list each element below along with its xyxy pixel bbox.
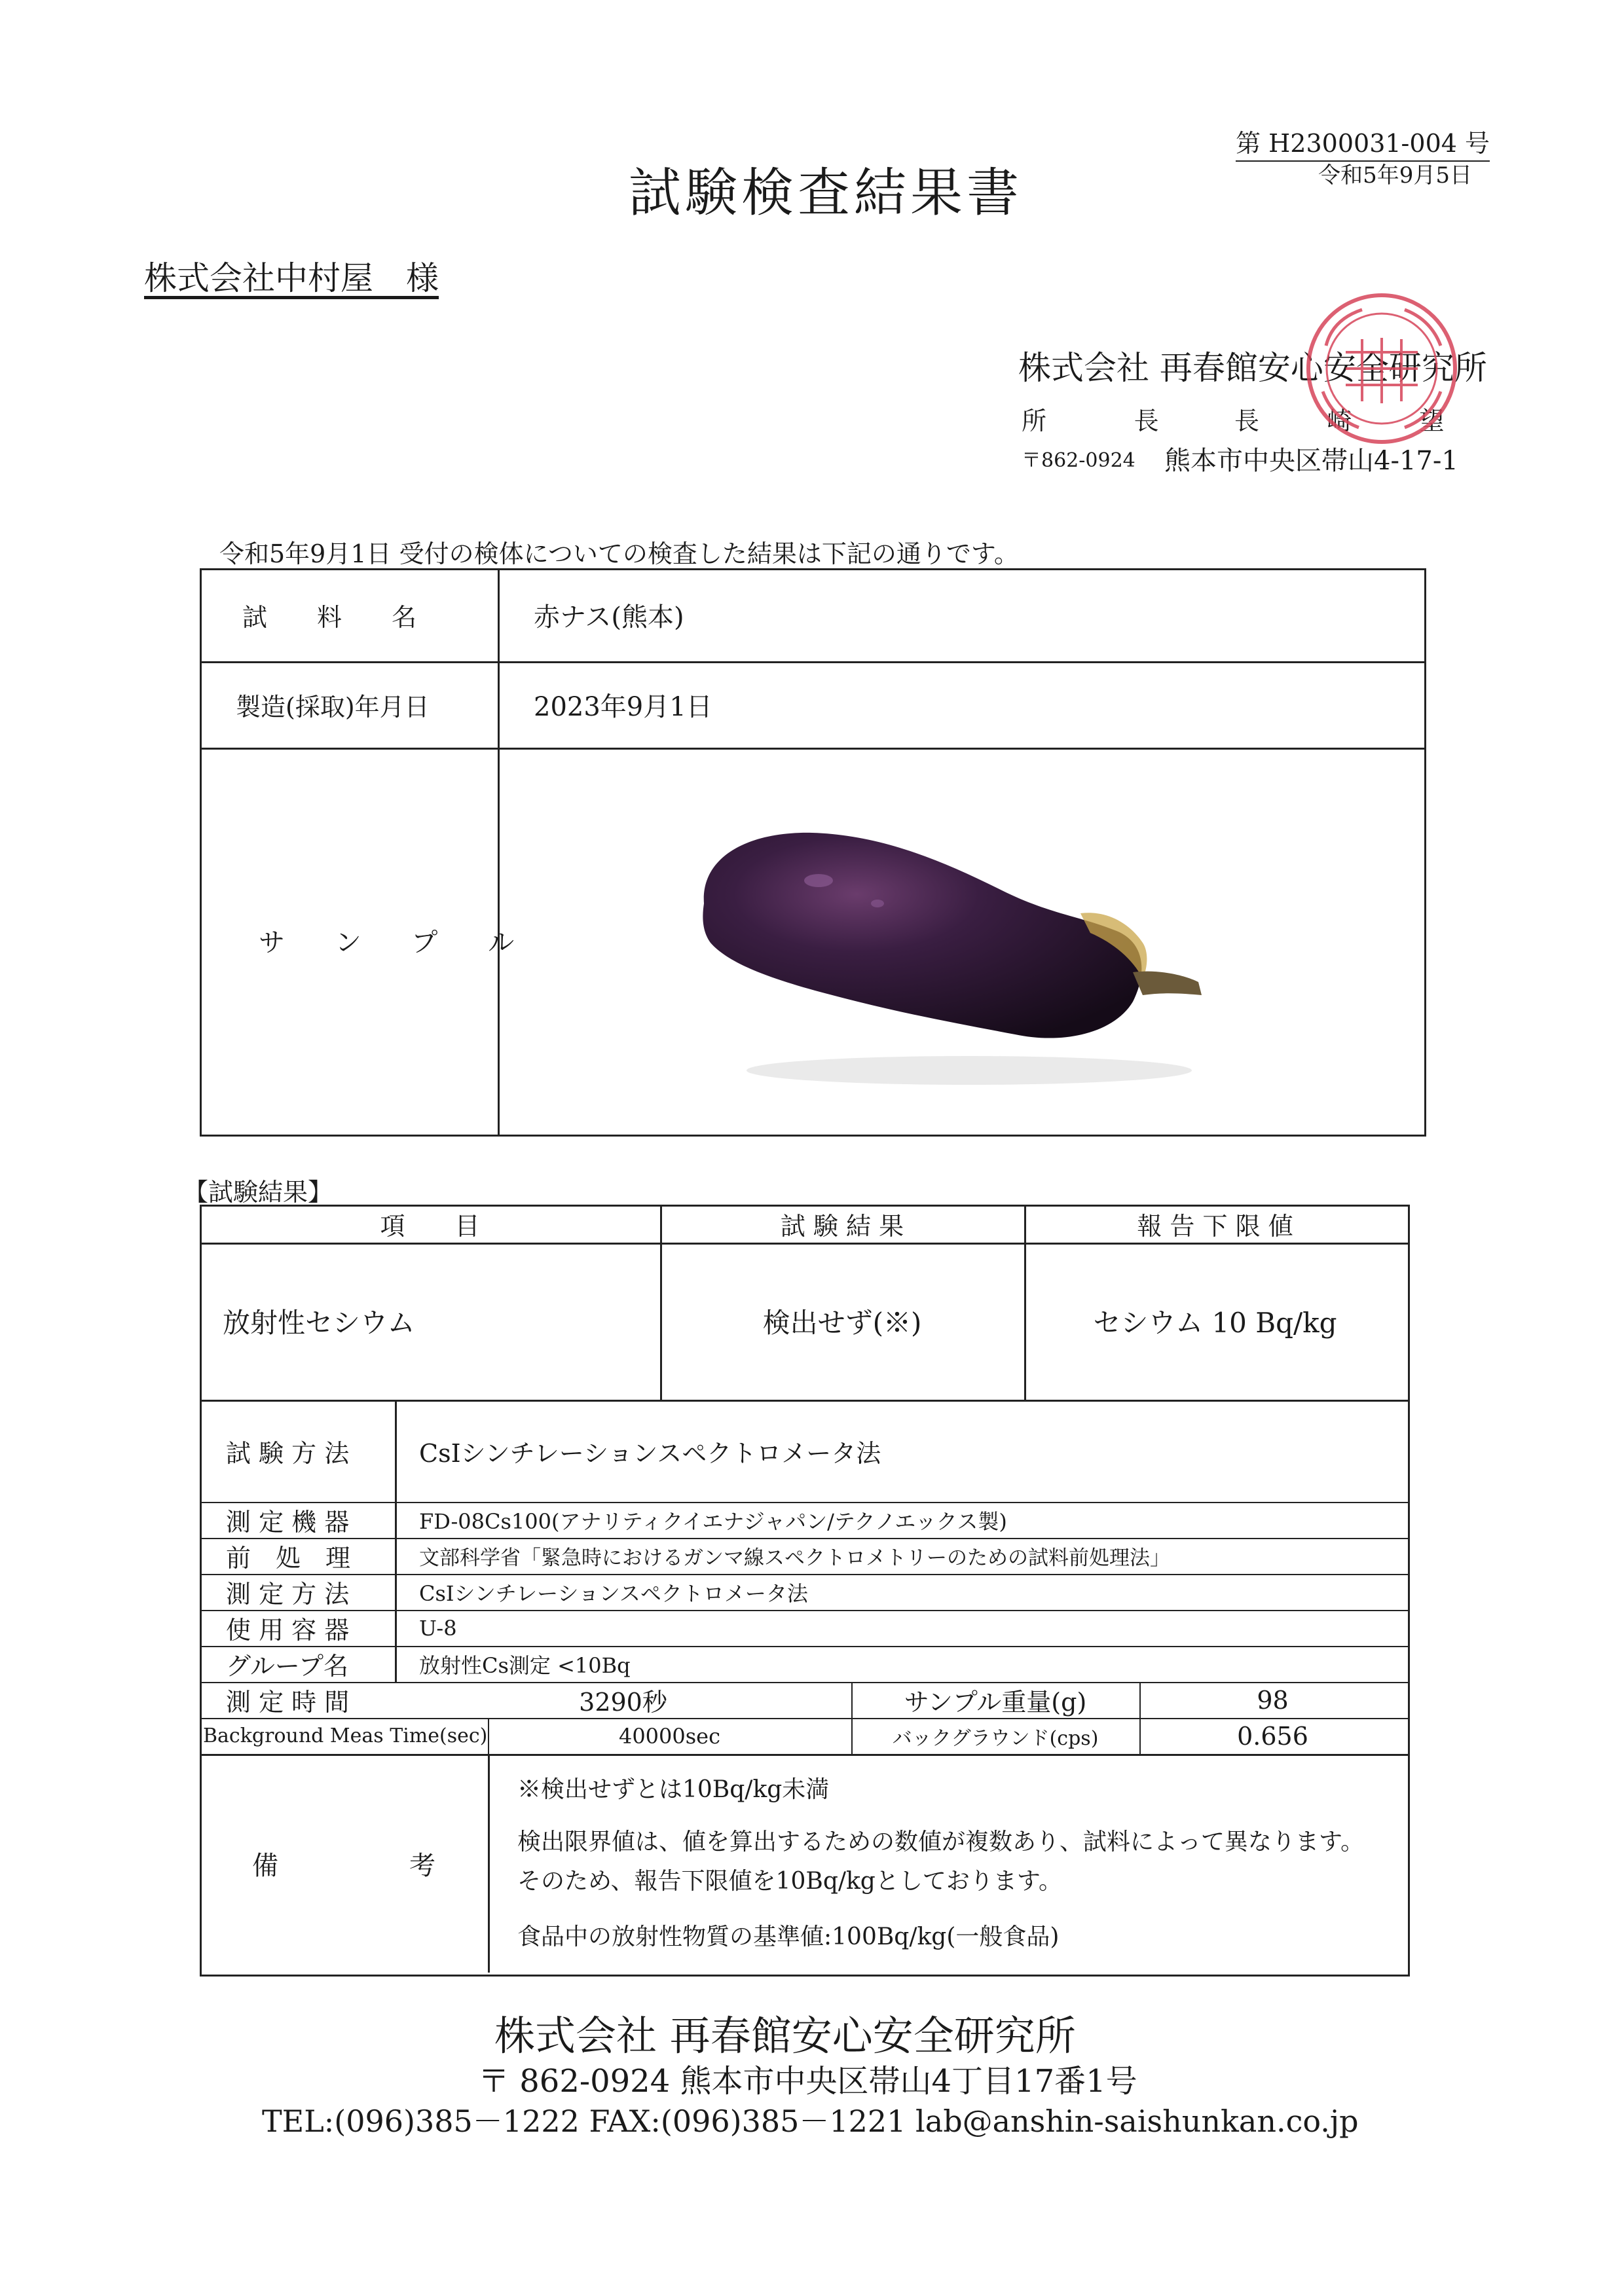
remark-line: 検出限界値は、値を算出するための数値が複数あり、試料によって異なります。 <box>517 1829 1365 1855</box>
background-time-value: 40000sec <box>618 1723 721 1749</box>
remark-line: ※検出せずとは10Bq/kg未満 <box>517 1776 830 1803</box>
production-date-value: 2023年9月1日 <box>534 691 712 722</box>
container-label: 使 用 容 器 <box>226 1616 350 1645</box>
group-name-label: グループ名 <box>226 1652 348 1681</box>
document-title: 試験検査結果書 <box>629 162 1023 223</box>
issue-date: 令和5年9月5日 <box>1318 162 1472 189</box>
sample-photo-label: サ ン プ ル <box>259 927 536 958</box>
group-name-value: 放射性Cs測定 <10Bq <box>419 1652 631 1678</box>
footer-contact: TEL:(096)385－1222 FAX:(096)385－1221 lab@anshin-saishunkan.co.jp <box>262 2104 1359 2139</box>
remark-line: そのため、報告下限値を10Bq/kgとしております。 <box>517 1868 1062 1895</box>
red-eggplant-photo-icon <box>661 818 1231 1093</box>
result-limit: セシウム 10 Bq/kg <box>1093 1307 1337 1339</box>
header-limit: 報 告 下 限 値 <box>1137 1211 1293 1241</box>
production-date-label: 製造(採取)年月日 <box>236 692 430 721</box>
recipient-name: 株式会社中村屋 様 <box>144 259 439 297</box>
measurement-method-label: 測 定 方 法 <box>226 1580 350 1609</box>
lab-address: 熊本市中央区帯山4-17-1 <box>1164 446 1458 476</box>
company-seal-icon <box>1300 287 1464 450</box>
sample-weight-label: サンプル重量(g) <box>904 1688 1087 1717</box>
measurement-time-label: 測 定 時 間 <box>226 1688 350 1717</box>
footer-address: 〒 862-0924 熊本市中央区帯山4丁目17番1号 <box>478 2063 1137 2100</box>
test-method-label: 試 験 方 法 <box>226 1438 350 1468</box>
instrument-value: FD-08Cs100(アナリティクイエナジャパン/テクノエックス製) <box>419 1508 1007 1534</box>
instrument-label: 測 定 機 器 <box>226 1508 350 1537</box>
remark-line: 食品中の放射性物質の基準値:100Bq/kg(一般食品) <box>517 1923 1060 1950</box>
result-value: 検出せず(※) <box>762 1307 922 1339</box>
pretreatment-label: 前 処 理 <box>226 1544 351 1573</box>
lab-name: 株式会社 再春館安心安全研究所 <box>1018 349 1487 387</box>
remarks-label: 備 考 <box>252 1850 435 1881</box>
header-result: 試 験 結 果 <box>780 1211 904 1241</box>
background-cps-value: 0.656 <box>1237 1721 1308 1751</box>
document-number: 第 H2300031-004 号 <box>1236 123 1490 162</box>
measurement-time-value: 3290秒 <box>579 1688 667 1717</box>
container-value: U-8 <box>419 1615 457 1641</box>
pretreatment-value: 文部科学省「緊急時におけるガンマ線スペクトロメトリーのための試料前処理法」 <box>419 1546 1170 1570</box>
intro-text: 令和5年9月1日 受付の検体についての検査した結果は下記の通りです。 <box>219 539 1019 568</box>
director-label: 所 長 <box>1022 407 1199 435</box>
header-item: 項 目 <box>380 1211 480 1241</box>
background-cps-label: バックグラウンド(cps) <box>892 1726 1099 1750</box>
result-item: 放射性セシウム <box>223 1307 415 1339</box>
background-time-label: Background Meas Time(sec) <box>203 1724 488 1747</box>
director-name: 長 崎 望 <box>1234 407 1475 435</box>
sample-weight-value: 98 <box>1257 1685 1289 1715</box>
sample-name-label: 試 料 名 <box>242 602 430 632</box>
footer-lab-name: 株式会社 再春館安心安全研究所 <box>494 2012 1076 2060</box>
measurement-method-value: CsIシンチレーションスペクトロメータ法 <box>419 1580 808 1606</box>
results-section-label: 【試験結果】 <box>183 1178 333 1207</box>
sample-name-value: 赤ナス(熊本) <box>534 602 684 632</box>
lab-zip: 〒862-0924 <box>1022 449 1135 472</box>
test-method-value: CsIシンチレーションスペクトロメータ法 <box>419 1438 881 1468</box>
